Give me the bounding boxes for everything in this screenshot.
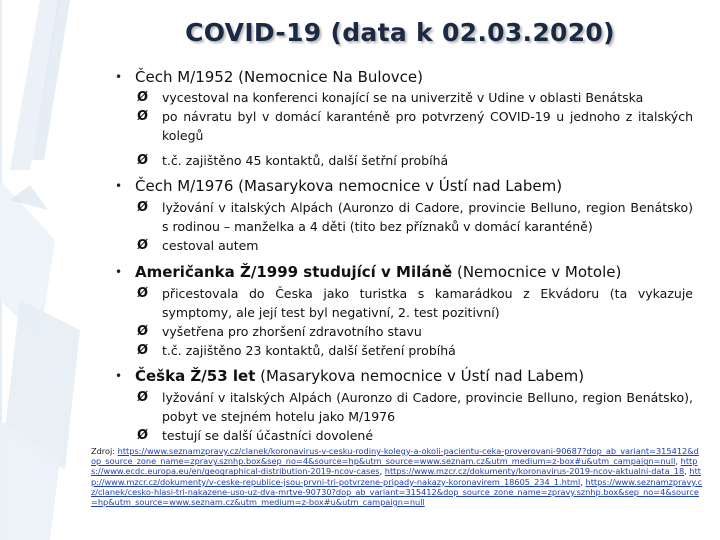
case-point-text: t.č. zajištěno 23 kontaktů, další šetření probíhá bbox=[162, 343, 456, 358]
arrow-bullet-icon: Ø bbox=[137, 428, 149, 443]
case-point bbox=[137, 107, 693, 145]
source-separator: , bbox=[684, 466, 690, 477]
case-heading-hospital: (Nemocnice v Motole) bbox=[452, 263, 622, 281]
decorative-background-shapes bbox=[0, 0, 96, 540]
bullet-icon: • bbox=[115, 70, 123, 84]
case-heading-name: Američanka Ž/1999 studující v Miláně bbox=[135, 263, 453, 281]
case-point bbox=[137, 88, 693, 107]
case-point bbox=[137, 284, 693, 322]
arrow-bullet-icon: Ø bbox=[137, 343, 149, 358]
arrow-bullet-icon: Ø bbox=[137, 324, 149, 339]
case-point bbox=[137, 322, 693, 341]
case-point bbox=[137, 388, 693, 426]
source-link[interactable]: https://www.mzcr.cz/dokumenty/koronavirus-2019-ncov-aktualni-data_18 bbox=[384, 466, 685, 477]
arrow-bullet-icon: Ø bbox=[137, 90, 149, 105]
case-heading-name: Češka Ž/53 let bbox=[135, 367, 256, 385]
case-heading-hospital: (Nemocnice Na Bulovce) bbox=[233, 68, 423, 86]
slide-title: COVID-19 (data k 02.03.2020) bbox=[185, 18, 615, 47]
case-point bbox=[137, 426, 693, 445]
case-point bbox=[137, 236, 693, 255]
case-point-text: lyžování v italských Alpách (Auronzo di Cadore, provincie Belluno, region Benátsko) s rodinou – manželka a 4 děti (tito bez příznaků v domácí karanténě) bbox=[162, 200, 693, 234]
source-separator: , bbox=[675, 456, 681, 467]
source-link[interactable]: http://www.mzcr.cz/dokumenty/v-ceske-republice-jsou-prvni-tri-potvrzene-pripady-nakazy-koronavirem_18605_234_1.html bbox=[91, 466, 701, 487]
case-heading bbox=[135, 263, 621, 281]
source-link[interactable]: https://www.seznamzpravy.cz/clanek/koronavirus-v-cesku-rodiny-kolegy-a-okoli-pacientu-ceka-proverovani-90687?dop_ab_variant=315412&dop_source_zone_name=zpravy.sznhp.box&sep_no=4&source=hp&utm_source=www.seznam.cz&utm_medium=z-box#u&utm_campaign=null bbox=[91, 446, 699, 467]
arrow-bullet-icon: Ø bbox=[137, 200, 149, 215]
bullet-icon: • bbox=[115, 369, 123, 383]
case-point-text: vycestoval na konferenci konající se na univerzitě v Udine v oblasti Benátska bbox=[162, 90, 644, 105]
case-heading bbox=[135, 177, 562, 195]
source-separator: , bbox=[379, 466, 385, 477]
case-point bbox=[137, 151, 693, 170]
case-point-text: lyžování v italských Alpách (Auronzo di Cadore, provincie Belluno, region Benátsko), pobyt ve stejném hotelu jako M/1976 bbox=[162, 390, 693, 424]
source-prefix: Zdroj: bbox=[91, 446, 118, 456]
case-point bbox=[137, 341, 693, 360]
case-heading-hospital: (Masarykova nemocnice v Ústí nad Labem) bbox=[233, 177, 563, 195]
case-point-text: přicestovala do Česka jako turistka s kamarádkou z Ekvádoru (ta vykazuje symptomy, ale její test byl negativní, 2. test pozitivní) bbox=[162, 286, 693, 320]
case-heading-name: Čech M/1976 bbox=[135, 177, 234, 195]
case-heading bbox=[135, 68, 423, 86]
case-point-text: t.č. zajištěno 45 kontaktů, další šetřní probíhá bbox=[162, 153, 449, 168]
arrow-bullet-icon: Ø bbox=[137, 390, 149, 405]
source-separator: , bbox=[580, 476, 586, 487]
bullet-icon: • bbox=[115, 265, 123, 279]
case-point-text: cestoval autem bbox=[162, 238, 259, 253]
case-heading-name: Čech M/1952 bbox=[135, 68, 234, 86]
case-point-text: po návratu byl v domácí karanténě pro potvrzený COVID-19 u jednoho z italských kolegů bbox=[162, 109, 693, 143]
arrow-bullet-icon: Ø bbox=[137, 286, 149, 301]
case-heading-hospital: (Masarykova nemocnice v Ústí nad Labem) bbox=[255, 367, 585, 385]
case-point-text: testují se další účastníci dovolené bbox=[162, 428, 374, 443]
arrow-bullet-icon: Ø bbox=[137, 153, 149, 168]
case-point bbox=[137, 198, 693, 236]
source-link[interactable]: https://www.seznamzpravy.cz/clanek/cesko-hlasi-tri-nakazene-uso-uz-dva-mrtve-90730?dop_ab_variant=315412&dop_source_zone_name=zpravy.sznhp.box&sep_no=4&source=hp&utm_source=www.seznam.cz&utm_medium=z-box#u&utm_campaign=null bbox=[91, 476, 703, 508]
case-point-text: vyšetřena pro zhoršení zdravotního stavu bbox=[162, 324, 422, 339]
case-heading bbox=[135, 367, 584, 385]
source-link[interactable]: https://www.ecdc.europa.eu/en/geographical-distribution-2019-ncov-cases bbox=[91, 456, 698, 477]
source-citation bbox=[91, 446, 703, 507]
arrow-bullet-icon: Ø bbox=[137, 238, 149, 253]
arrow-bullet-icon: Ø bbox=[137, 109, 149, 124]
bullet-icon: • bbox=[115, 179, 123, 193]
